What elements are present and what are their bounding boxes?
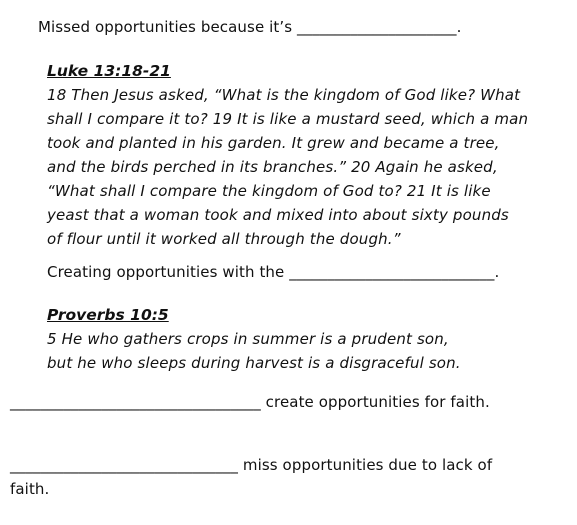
scripture-text-line: yeast that a woman took and mixed into about sixty pounds <box>47 206 509 224</box>
scripture-text-line: but he who sleeps during harvest is a disgraceful son. <box>47 354 461 372</box>
scripture-text-line: took and planted in his garden. It grew and became a tree, <box>47 134 500 152</box>
scripture-text-line: shall I compare it to? 19 It is like a mustard seed, which a man <box>47 110 529 128</box>
prompt-miss-opportunities-line1: ______________________________ miss opportunities due to lack of <box>10 456 493 474</box>
prompt-creating-opportunities: Creating opportunities with the ___________________________. <box>47 263 500 281</box>
scripture-reference-luke: Luke 13:18-21 <box>47 62 171 80</box>
scripture-text-line: and the birds perched in its branches.” 20 Again he asked, <box>47 158 498 176</box>
scripture-text-line: of flour until it worked all through the dough.” <box>47 230 401 248</box>
scripture-text-line: 18 Then Jesus asked, “What is the kingdom of God like? What <box>47 86 521 104</box>
prompt-miss-opportunities-line2: faith. <box>10 480 50 498</box>
prompt-create-opportunities-for-faith: _________________________________ create opportunities for faith. <box>10 393 490 411</box>
scripture-text-line: 5 He who gathers crops in summer is a prudent son, <box>47 330 449 348</box>
scripture-text-line: “What shall I compare the kingdom of God to? 21 It is like <box>47 182 491 200</box>
prompt-missed-opportunities: Missed opportunities because it’s _____________________. <box>38 18 462 36</box>
scripture-reference-proverbs: Proverbs 10:5 <box>47 306 169 324</box>
